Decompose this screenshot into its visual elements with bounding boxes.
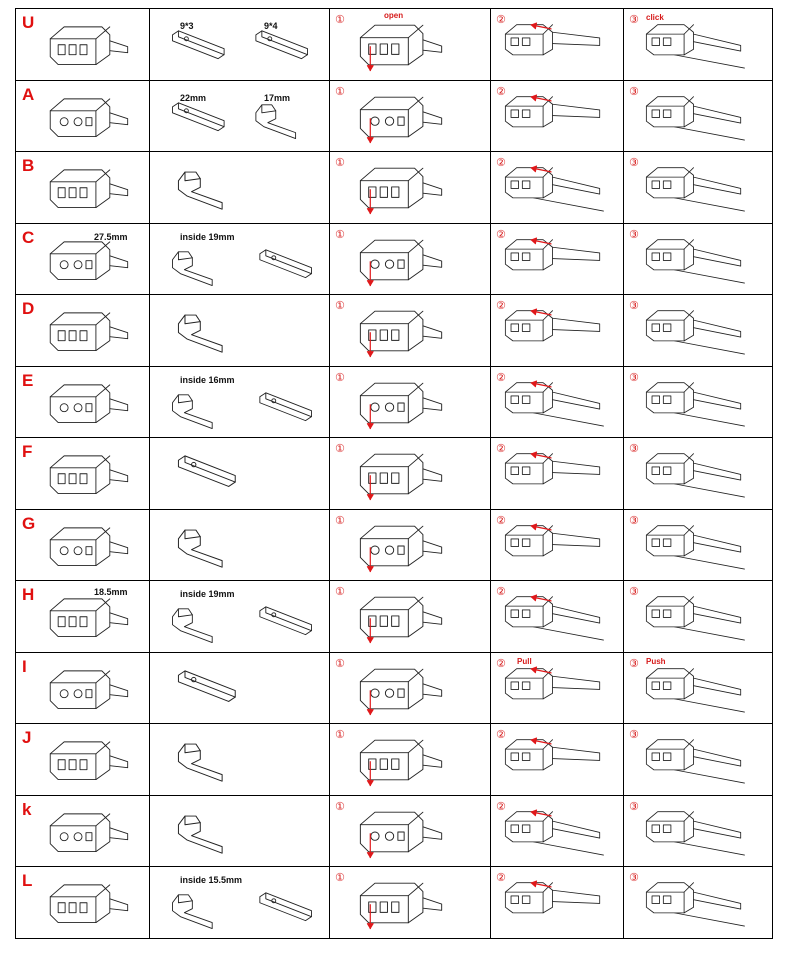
sketch — [491, 295, 623, 366]
adapter-drawing — [360, 526, 441, 566]
sketch — [16, 295, 149, 366]
arm-type-cell — [150, 652, 330, 724]
adapter-type-cell — [16, 509, 150, 581]
sketch — [624, 81, 772, 152]
step-number: ② — [496, 513, 506, 527]
step-number: ② — [496, 728, 506, 741]
sketch — [491, 9, 623, 80]
adapter-drawing — [50, 885, 127, 923]
wiper-arm-drawing — [178, 816, 222, 853]
adapter-letter: U — [22, 13, 35, 32]
adapter-drawing — [50, 98, 127, 136]
step-number: ③ — [629, 156, 639, 169]
adapter-row — [16, 509, 773, 581]
step-number: ② — [496, 585, 506, 598]
sketch — [491, 438, 623, 509]
install-step-3 — [624, 366, 773, 438]
arrow-head — [367, 781, 373, 786]
adapter-table — [15, 8, 773, 939]
wiper-blade-drawing — [505, 239, 599, 269]
wiper-arm-drawing — [260, 392, 312, 420]
adapter-row — [16, 152, 773, 224]
wiper-blade-drawing — [646, 239, 744, 282]
step-number: ② — [496, 656, 506, 670]
adapter-letter: G — [22, 513, 36, 533]
step-number: ③ — [629, 13, 639, 26]
step-note: Pull — [517, 656, 532, 666]
wiper-blade-drawing — [646, 525, 744, 568]
step-number: ① — [335, 370, 345, 384]
step-number: ① — [335, 299, 345, 312]
sketch — [150, 724, 329, 795]
sketch — [491, 152, 623, 223]
arrow-head — [367, 209, 373, 214]
wiper-blade-drawing — [505, 597, 603, 640]
step-number: ③ — [629, 656, 639, 670]
install-step-3 — [624, 80, 773, 152]
wiper-arm-drawing — [260, 249, 312, 277]
arm-type-cell — [150, 867, 330, 939]
wiper-arm-drawing — [172, 394, 212, 428]
wiper-arm-drawing — [260, 893, 312, 921]
adapter-row — [16, 295, 773, 367]
install-step-1 — [330, 581, 491, 653]
sketch — [16, 152, 149, 223]
adapter-row — [16, 80, 773, 152]
install-step-1 — [330, 438, 491, 510]
arrow-head — [367, 709, 373, 714]
adapter-type-cell — [16, 795, 150, 867]
sketch — [16, 724, 149, 795]
sketch — [16, 9, 149, 80]
adapter-letter: F — [22, 442, 33, 461]
sketch — [330, 653, 490, 724]
step-number: ② — [496, 156, 506, 169]
sketch — [16, 510, 149, 581]
sketch — [16, 438, 149, 509]
adapter-letter: A — [22, 84, 35, 104]
arm-type-cell — [150, 581, 330, 653]
sketch — [491, 867, 623, 938]
step-number: ③ — [629, 513, 639, 527]
adapter-letter: J — [22, 728, 32, 747]
sketch — [150, 510, 329, 581]
adapter-drawing — [50, 241, 127, 279]
step-number: ② — [496, 299, 506, 312]
install-step-1 — [330, 652, 491, 724]
sketch — [624, 224, 772, 295]
sketch — [624, 367, 772, 438]
arm-type-cell — [150, 80, 330, 152]
adapter-row — [16, 9, 773, 81]
adapter-row — [16, 438, 773, 510]
wiper-arm-drawing — [178, 315, 222, 352]
sketch — [330, 510, 490, 581]
arm-size-label: 22mm — [180, 92, 207, 103]
sketch — [16, 867, 149, 938]
arm-size-label: inside 19mm — [180, 589, 235, 599]
sketch — [150, 653, 329, 724]
sketch — [150, 796, 329, 867]
step-number: ② — [496, 13, 506, 26]
arrow-head — [367, 852, 373, 857]
adapter-row — [16, 652, 773, 724]
step-number: ① — [335, 799, 345, 813]
sketch — [330, 224, 490, 295]
sketch — [150, 224, 329, 295]
sketch — [624, 796, 772, 867]
install-step-2 — [491, 295, 624, 367]
sketch — [491, 581, 623, 652]
sketch — [16, 796, 149, 867]
install-step-2 — [491, 581, 624, 653]
install-step-2 — [491, 223, 624, 295]
adapter-type-cell — [16, 867, 150, 939]
sketch — [330, 81, 490, 152]
step-number: ③ — [629, 799, 639, 813]
sketch — [16, 581, 149, 652]
step-number: ③ — [629, 84, 639, 98]
step-number: ① — [335, 442, 345, 455]
arrow-head — [367, 495, 373, 500]
wiper-blade-drawing — [646, 382, 744, 425]
wiper-arm-drawing — [172, 895, 212, 929]
arm-type-cell — [150, 9, 330, 81]
install-step-3 — [624, 295, 773, 367]
install-step-3 — [624, 509, 773, 581]
sketch — [491, 724, 623, 795]
arm-size-label: inside 15.5mm — [180, 875, 243, 885]
arm-type-cell — [150, 724, 330, 796]
adapter-letter: k — [22, 799, 32, 819]
sketch — [16, 367, 149, 438]
adapter-drawing — [360, 168, 441, 208]
arrow-head — [367, 924, 373, 929]
step-number: ① — [335, 227, 345, 241]
install-step-2 — [491, 9, 624, 81]
wiper-blade-drawing — [505, 811, 603, 854]
sketch — [150, 438, 329, 509]
sketch — [330, 581, 490, 652]
wiper-arm-drawing — [178, 172, 222, 209]
wiper-blade-drawing — [646, 168, 744, 211]
install-step-3 — [624, 9, 773, 81]
sketch — [624, 510, 772, 581]
adapter-size-label: 27.5mm — [94, 231, 128, 242]
step-note: open — [384, 11, 404, 20]
install-step-1 — [330, 152, 491, 224]
install-step-1 — [330, 295, 491, 367]
adapter-type-cell — [16, 80, 150, 152]
adapter-type-cell — [16, 295, 150, 367]
wiper-blade-drawing — [646, 25, 744, 68]
sketch — [16, 653, 149, 724]
arm-type-cell — [150, 366, 330, 438]
wiper-arm-drawing — [172, 102, 224, 130]
sketch — [624, 581, 772, 652]
adapter-drawing — [50, 742, 127, 780]
sketch — [16, 81, 149, 152]
step-number: ① — [335, 585, 345, 598]
step-number: ① — [335, 656, 345, 670]
install-step-1 — [330, 724, 491, 796]
install-step-2 — [491, 80, 624, 152]
adapter-row — [16, 366, 773, 438]
wiper-arm-drawing — [178, 456, 235, 487]
adapter-drawing — [50, 456, 127, 494]
sketch — [330, 796, 490, 867]
step-number: ② — [496, 871, 506, 884]
install-step-1 — [330, 80, 491, 152]
sketch — [491, 81, 623, 152]
wiper-arm-drawing — [178, 530, 222, 567]
adapter-drawing — [50, 384, 127, 422]
sketch — [150, 581, 329, 652]
install-step-2 — [491, 867, 624, 939]
install-step-3 — [624, 795, 773, 867]
arm-size-label: inside 19mm — [180, 231, 235, 242]
sketch — [491, 796, 623, 867]
sketch — [330, 152, 490, 223]
arm-type-cell — [150, 295, 330, 367]
sketch — [330, 367, 490, 438]
step-number: ② — [496, 370, 506, 384]
adapter-drawing — [50, 599, 127, 637]
install-step-3 — [624, 581, 773, 653]
adapter-drawing — [360, 669, 441, 709]
adapter-drawing — [360, 740, 441, 780]
sketch — [330, 295, 490, 366]
sketch — [624, 295, 772, 366]
wiper-adapter-grid — [15, 8, 773, 939]
adapter-letter: C — [22, 227, 35, 247]
install-step-1 — [330, 9, 491, 81]
adapter-letter: D — [22, 299, 35, 318]
step-number: ① — [335, 728, 345, 741]
install-step-3 — [624, 152, 773, 224]
wiper-blade-drawing — [646, 811, 744, 854]
install-step-1 — [330, 795, 491, 867]
install-step-2 — [491, 366, 624, 438]
wiper-arm-drawing — [256, 104, 296, 138]
adapter-drawing — [50, 670, 127, 708]
install-step-1 — [330, 867, 491, 939]
arrow-head — [367, 280, 373, 285]
wiper-arm-drawing — [172, 31, 224, 59]
install-step-3 — [624, 438, 773, 510]
adapter-letter: E — [22, 370, 34, 390]
wiper-blade-drawing — [646, 454, 744, 497]
adapter-letter: L — [22, 871, 33, 890]
step-number: ③ — [629, 585, 639, 598]
adapter-drawing — [50, 27, 127, 65]
arm-type-cell — [150, 509, 330, 581]
install-step-3 — [624, 724, 773, 796]
wiper-blade-drawing — [505, 25, 599, 55]
step-number: ③ — [629, 871, 639, 884]
wiper-blade-drawing — [505, 740, 599, 770]
wiper-blade-drawing — [505, 668, 599, 698]
install-step-2 — [491, 652, 624, 724]
adapter-type-cell — [16, 438, 150, 510]
arm-size-label: inside 16mm — [180, 374, 235, 385]
arm-size-label: 9*4 — [264, 21, 278, 31]
adapter-type-cell — [16, 652, 150, 724]
sketch — [150, 9, 329, 80]
adapter-drawing — [360, 311, 441, 351]
step-note: click — [646, 13, 664, 22]
adapter-drawing — [360, 883, 441, 923]
install-step-2 — [491, 724, 624, 796]
wiper-blade-drawing — [646, 311, 744, 354]
arrow-head — [367, 137, 373, 142]
step-number: ③ — [629, 728, 639, 741]
sketch — [150, 152, 329, 223]
adapter-drawing — [50, 813, 127, 851]
adapter-letter: I — [22, 656, 27, 676]
sketch — [150, 367, 329, 438]
adapter-row — [16, 581, 773, 653]
sketch — [150, 81, 329, 152]
wiper-blade-drawing — [646, 883, 744, 926]
install-step-1 — [330, 366, 491, 438]
wiper-blade-drawing — [505, 311, 599, 341]
sketch — [624, 152, 772, 223]
sketch — [624, 867, 772, 938]
adapter-drawing — [50, 527, 127, 565]
sketch — [491, 224, 623, 295]
arrow-head — [367, 66, 373, 71]
wiper-arm-drawing — [256, 31, 308, 59]
arrow-head — [367, 566, 373, 571]
adapter-type-cell — [16, 9, 150, 81]
arm-size-label: 17mm — [264, 92, 291, 103]
step-number: ② — [496, 84, 506, 98]
adapter-drawing — [50, 170, 127, 208]
sketch — [16, 224, 149, 295]
adapter-drawing — [50, 313, 127, 351]
install-step-3 — [624, 867, 773, 939]
arm-type-cell — [150, 152, 330, 224]
adapter-letter: B — [22, 156, 35, 175]
adapter-size-label: 18.5mm — [94, 587, 128, 597]
arrow-head — [367, 423, 373, 428]
adapter-type-cell — [16, 152, 150, 224]
install-step-1 — [330, 223, 491, 295]
sketch — [330, 438, 490, 509]
step-note: Push — [646, 656, 666, 666]
arm-type-cell — [150, 795, 330, 867]
adapter-letter: H — [22, 585, 35, 604]
wiper-arm-drawing — [260, 607, 312, 635]
sketch — [330, 9, 490, 80]
adapter-drawing — [360, 240, 441, 280]
wiper-arm-drawing — [172, 251, 212, 285]
wiper-blade-drawing — [505, 96, 599, 126]
adapter-drawing — [360, 97, 441, 137]
step-number: ③ — [629, 442, 639, 455]
sketch — [150, 295, 329, 366]
step-number: ① — [335, 13, 345, 26]
wiper-blade-drawing — [646, 597, 744, 640]
wiper-arm-drawing — [178, 670, 235, 701]
arrow-head — [367, 352, 373, 357]
sketch — [330, 724, 490, 795]
step-number: ① — [335, 156, 345, 169]
step-number: ③ — [629, 370, 639, 384]
sketch — [624, 438, 772, 509]
step-number: ③ — [629, 299, 639, 312]
sketch — [624, 724, 772, 795]
step-number: ① — [335, 871, 345, 884]
wiper-blade-drawing — [505, 454, 599, 484]
arrow-head — [367, 638, 373, 643]
adapter-type-cell — [16, 724, 150, 796]
adapter-drawing — [360, 597, 441, 637]
wiper-arm-drawing — [178, 744, 222, 781]
adapter-type-cell — [16, 223, 150, 295]
adapter-drawing — [360, 25, 441, 65]
install-step-3 — [624, 652, 773, 724]
step-number: ② — [496, 227, 506, 241]
install-step-2 — [491, 509, 624, 581]
adapter-type-cell — [16, 366, 150, 438]
sketch — [491, 367, 623, 438]
step-number: ① — [335, 513, 345, 527]
wiper-blade-drawing — [646, 96, 744, 139]
adapter-row — [16, 795, 773, 867]
wiper-blade-drawing — [505, 382, 603, 425]
wiper-blade-drawing — [505, 168, 603, 211]
adapter-drawing — [360, 454, 441, 494]
arm-size-label: 9*3 — [180, 21, 194, 31]
step-number: ② — [496, 442, 506, 455]
arm-type-cell — [150, 223, 330, 295]
sketch — [491, 653, 623, 724]
sketch — [491, 510, 623, 581]
install-step-2 — [491, 438, 624, 510]
install-step-1 — [330, 509, 491, 581]
install-step-2 — [491, 152, 624, 224]
step-number: ① — [335, 84, 345, 98]
wiper-blade-drawing — [646, 740, 744, 783]
adapter-row — [16, 223, 773, 295]
wiper-blade-drawing — [505, 525, 599, 555]
adapter-row — [16, 867, 773, 939]
sketch — [330, 867, 490, 938]
wiper-arm-drawing — [172, 609, 212, 643]
install-step-2 — [491, 795, 624, 867]
adapter-type-cell — [16, 581, 150, 653]
step-number: ② — [496, 799, 506, 813]
wiper-blade-drawing — [646, 668, 744, 711]
adapter-drawing — [360, 812, 441, 852]
step-number: ③ — [629, 227, 639, 241]
adapter-row — [16, 724, 773, 796]
arm-type-cell — [150, 438, 330, 510]
adapter-drawing — [360, 383, 441, 423]
wiper-blade-drawing — [505, 883, 599, 913]
install-step-3 — [624, 223, 773, 295]
